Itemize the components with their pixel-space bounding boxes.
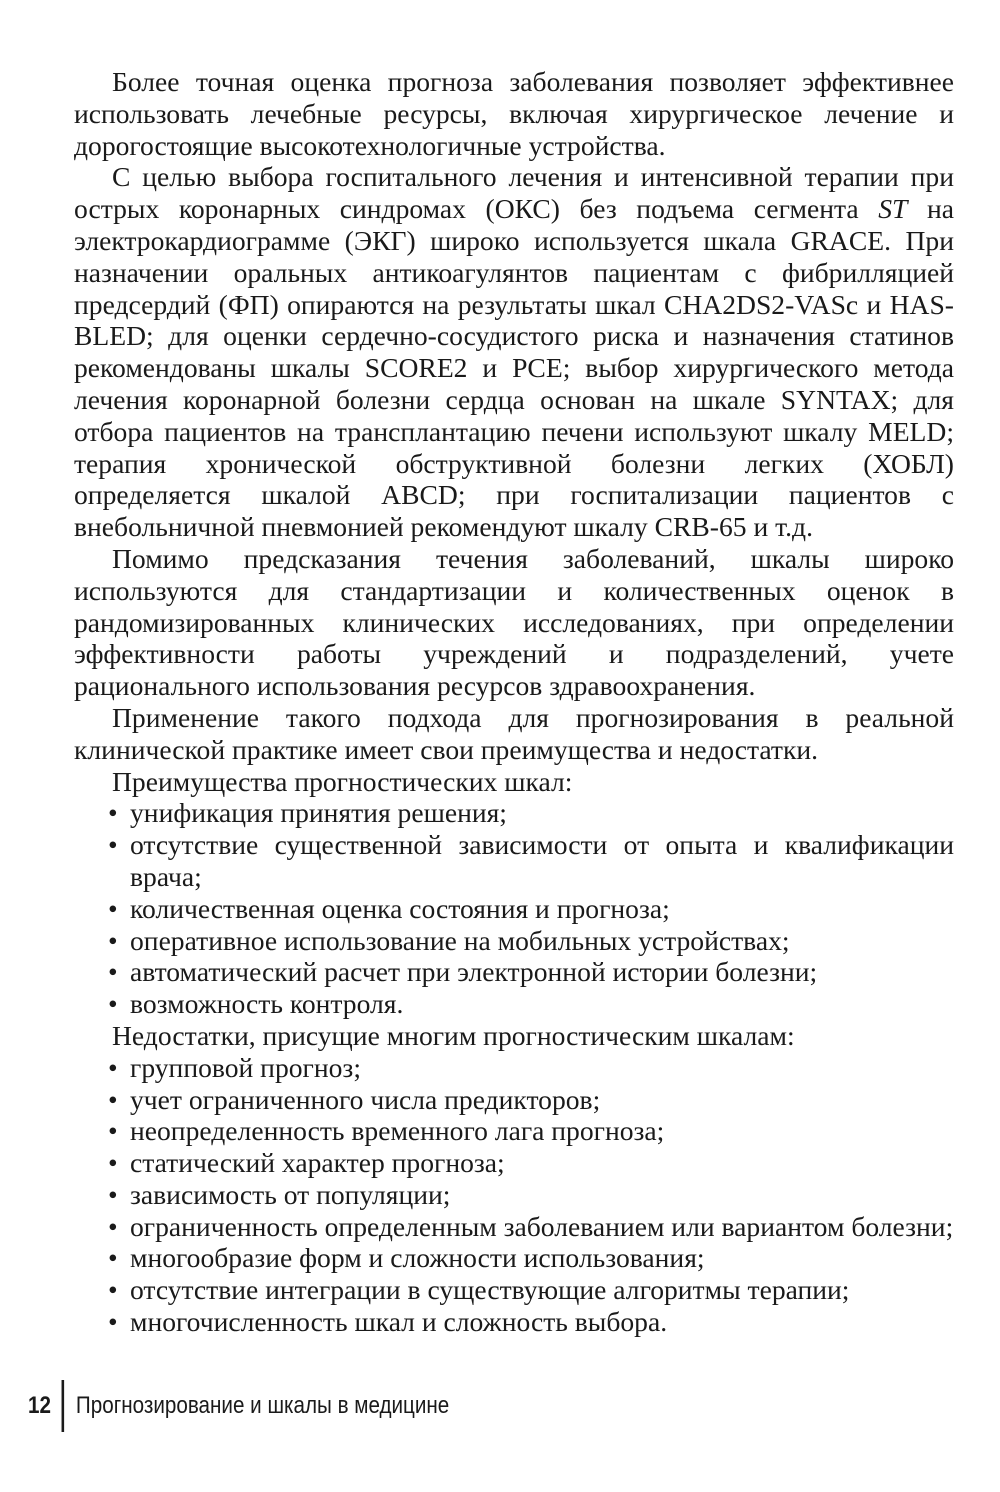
bullet-icon: • [108, 797, 118, 829]
disadvantages-heading: Недостатки, присущие многим прогностическим шкалам: [112, 1019, 795, 1051]
page-footer [28, 1380, 449, 1432]
footer-divider [61, 1380, 64, 1432]
bullet-icon: • [108, 924, 118, 956]
running-title: Прогнозирование и шкалы в медицине [75, 1392, 450, 1419]
bullet-icon: • [108, 829, 118, 861]
list-item: • отсутствие существенной зависимости от опыта и квалификации врача; [108, 829, 954, 892]
paragraph-2-part-b: на электрокардиограмме (ЭКГ) широко используется шкала GRACE. При назначении оральных антикоагулянтов пациентам с фибрилляцией предсердий (ФП) опираются на результаты шкал CHA2DS2-VASc и HAS-BLED; для оценки сердечно-сосудистого риска и назначения статинов рекомендованы шкалы SCORE2 и PCE; выбор хирургического метода лечения коронарной болезни сердца основан на шкале SYNTAX; для отбора пациентов на трансплантацию печени используют шкалу MELD; терапия хронической обструктивной болезни легких (ХОБЛ) определяется шкалой ABCD; при госпитализации пациентов с внебольничной пневмонией рекомендуют шкалу CRB-65 и т.д. [74, 193, 954, 543]
advantages-heading: Преимущества прогностических шкал: [112, 765, 573, 797]
disadvantages-list [74, 1052, 954, 1338]
bullet-icon: • [108, 1051, 118, 1083]
bullet-icon: • [108, 1147, 118, 1179]
list-item: • количественная оценка состояния и прогноза; [108, 892, 670, 924]
list-item: • учет ограниченного числа предикторов; [108, 1083, 601, 1115]
paragraph-1: Более точная оценка прогноза заболевания позволяет эффективнее использовать лечебные ресурсы, включая хирургическое лечение и дорогостоящие высокотехнологичные устройства. [74, 66, 954, 161]
list-item: • возможность контроля. [108, 988, 404, 1020]
bullet-icon: • [108, 988, 118, 1020]
bullet-icon: • [108, 1178, 118, 1210]
list-item: • многочисленность шкал и сложность выбора. [108, 1306, 668, 1338]
bullet-icon: • [108, 1306, 118, 1338]
paragraph-4: Применение такого подхода для прогнозирования в реальной клинической практике имеет свои преимущества и недостатки. [74, 701, 954, 765]
page-body [74, 66, 954, 1338]
list-item: • унификация принятия решения; [108, 797, 507, 829]
bullet-icon: • [108, 956, 118, 988]
list-item: • групповой прогноз; [108, 1051, 361, 1083]
bullet-icon: • [108, 1210, 118, 1242]
advantages-list [74, 797, 954, 1020]
bullet-icon: • [108, 892, 118, 924]
bullet-icon: • [108, 1274, 118, 1306]
list-item: • ограниченность определенным заболеванием или вариантом болезни; [108, 1210, 954, 1242]
paragraph-2 [74, 161, 954, 543]
paragraph-3: Помимо предсказания течения заболеваний, шкалы широко используются для стандартизации и количественных оценок в рандомизированных клинических исследованиях, при определении эффективности работы учреждений и подразделений, учете рационального использования ресурсов здравоохранения. [74, 542, 954, 702]
bullet-icon: • [108, 1242, 118, 1274]
list-item: • многообразие форм и сложности использования; [108, 1242, 705, 1274]
list-item: • автоматический расчет при электронной истории болезни; [108, 956, 818, 988]
paragraph-2-part-a: С целью выбора госпитального лечения и интенсивной терапии при острых коронарных синдромах (ОКС) без подъема сегмента [74, 161, 954, 225]
list-item: • статический характер прогноза; [108, 1147, 505, 1179]
st-segment-term: ST [878, 193, 908, 225]
list-item: • оперативное использование на мобильных устройствах; [108, 924, 790, 956]
bullet-icon: • [108, 1115, 118, 1147]
list-item: • зависимость от популяции; [108, 1178, 451, 1210]
list-item: • отсутствие интеграции в существующие алгоритмы терапии; [108, 1274, 850, 1306]
list-item: • неопределенность временного лага прогноза; [108, 1115, 665, 1147]
bullet-icon: • [108, 1083, 118, 1115]
page-number: 12 [28, 1392, 51, 1419]
